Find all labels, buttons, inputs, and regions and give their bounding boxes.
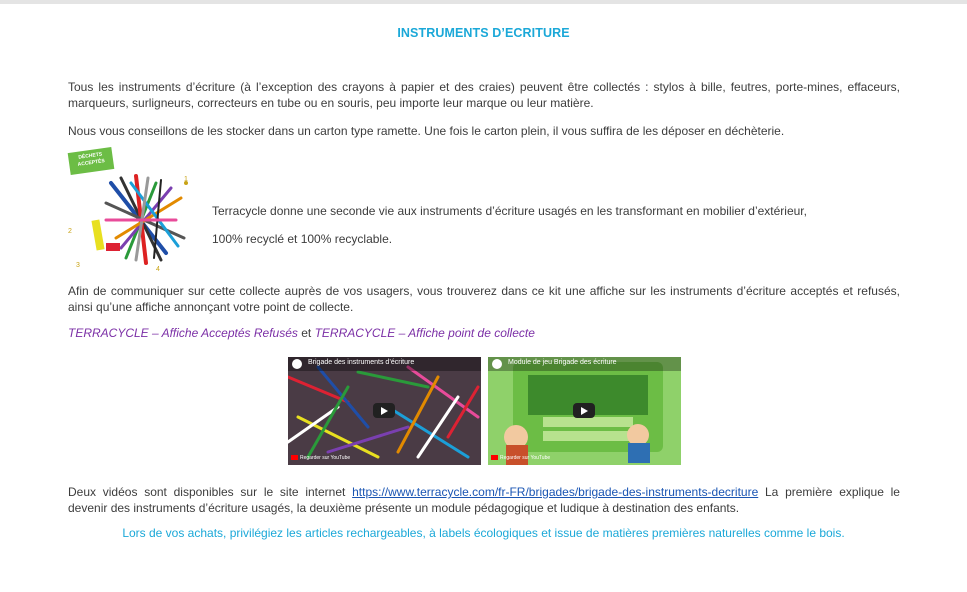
callout-number: 3 [76,262,80,269]
youtube-watch-label[interactable]: Regarder sur YouTube [291,455,350,461]
poster-links [68,326,535,340]
tip-line: Lors de vos achats, privilégiez les articles rechargeables, à labels écologiques et issue de matières premières naturelles comme le bois. [122,526,845,540]
collect-paragraph: Tous les instruments d’écriture (à l’exception des crayons à papier et des craies) peuvent être collectés : stylos à bille, feutres, porte-mines, effaceurs, marqueurs, surligneurs, correcteurs en tube ou en souris, peu importe leur marque ou leur matière. [68,80,900,110]
videos-paragraph [68,484,900,516]
communicate-paragraph: Afin de communiquer sur cette collecte auprès de vos usagers, vous trouverez dans ce kit une affiche sur les instruments d’écriture acceptés et refusés, ainsi qu’une affiche annonçant votre point de collecte. [68,284,900,314]
poster-link-collection-point[interactable]: TERRACYCLE – Affiche point de collecte [314,326,535,340]
videos-text-before: Deux vidéos sont disponibles sur le site internet [68,485,346,499]
top-border [0,0,967,4]
youtube-icon [491,455,498,460]
pens-image [66,148,206,276]
store-paragraph: Nous vous conseillons de les stocker dans un carton type ramette. Une fois le carton plein, il vous suffira de les déposer en déchèterie. [68,124,785,138]
video-thumbnail-1[interactable] [288,357,481,465]
play-icon[interactable] [373,403,395,418]
play-icon[interactable] [573,403,595,418]
accepted-badge: DÉCHETS ACCEPTÉS [68,147,115,175]
youtube-watch-label[interactable]: Regarder sur YouTube [491,455,550,461]
page-title: INSTRUMENTS D’ECRITURE [397,26,570,40]
video-thumbnail-2[interactable] [488,357,681,465]
callout-number: 1 [184,176,188,183]
video-title: Brigade des instruments d’écriture [308,359,415,366]
terracycle-line-2: 100% recyclé et 100% recyclable. [212,232,393,246]
terracycle-link[interactable]: https://www.terracycle.com/fr-FR/brigades/brigade-des-instruments-decriture [352,485,759,499]
poster-link-joiner: et [301,326,312,340]
terracycle-line-1: Terracycle donne une seconde vie aux instruments d’écriture usagés en les transformant en mobilier d’extérieur, [212,204,807,218]
video-title: Module de jeu Brigade des écriture [508,359,617,366]
videos-text-after: La première explique le devenir des instruments d’écriture usagés, la deuxième présente un module pédagogique et ludique à destination des enfants. [68,485,900,515]
callout-number: 2 [68,228,72,235]
callout-number: 4 [156,266,160,273]
poster-link-accepted-refused[interactable]: TERRACYCLE – Affiche Acceptés Refusés [68,326,298,340]
youtube-icon [291,455,298,460]
